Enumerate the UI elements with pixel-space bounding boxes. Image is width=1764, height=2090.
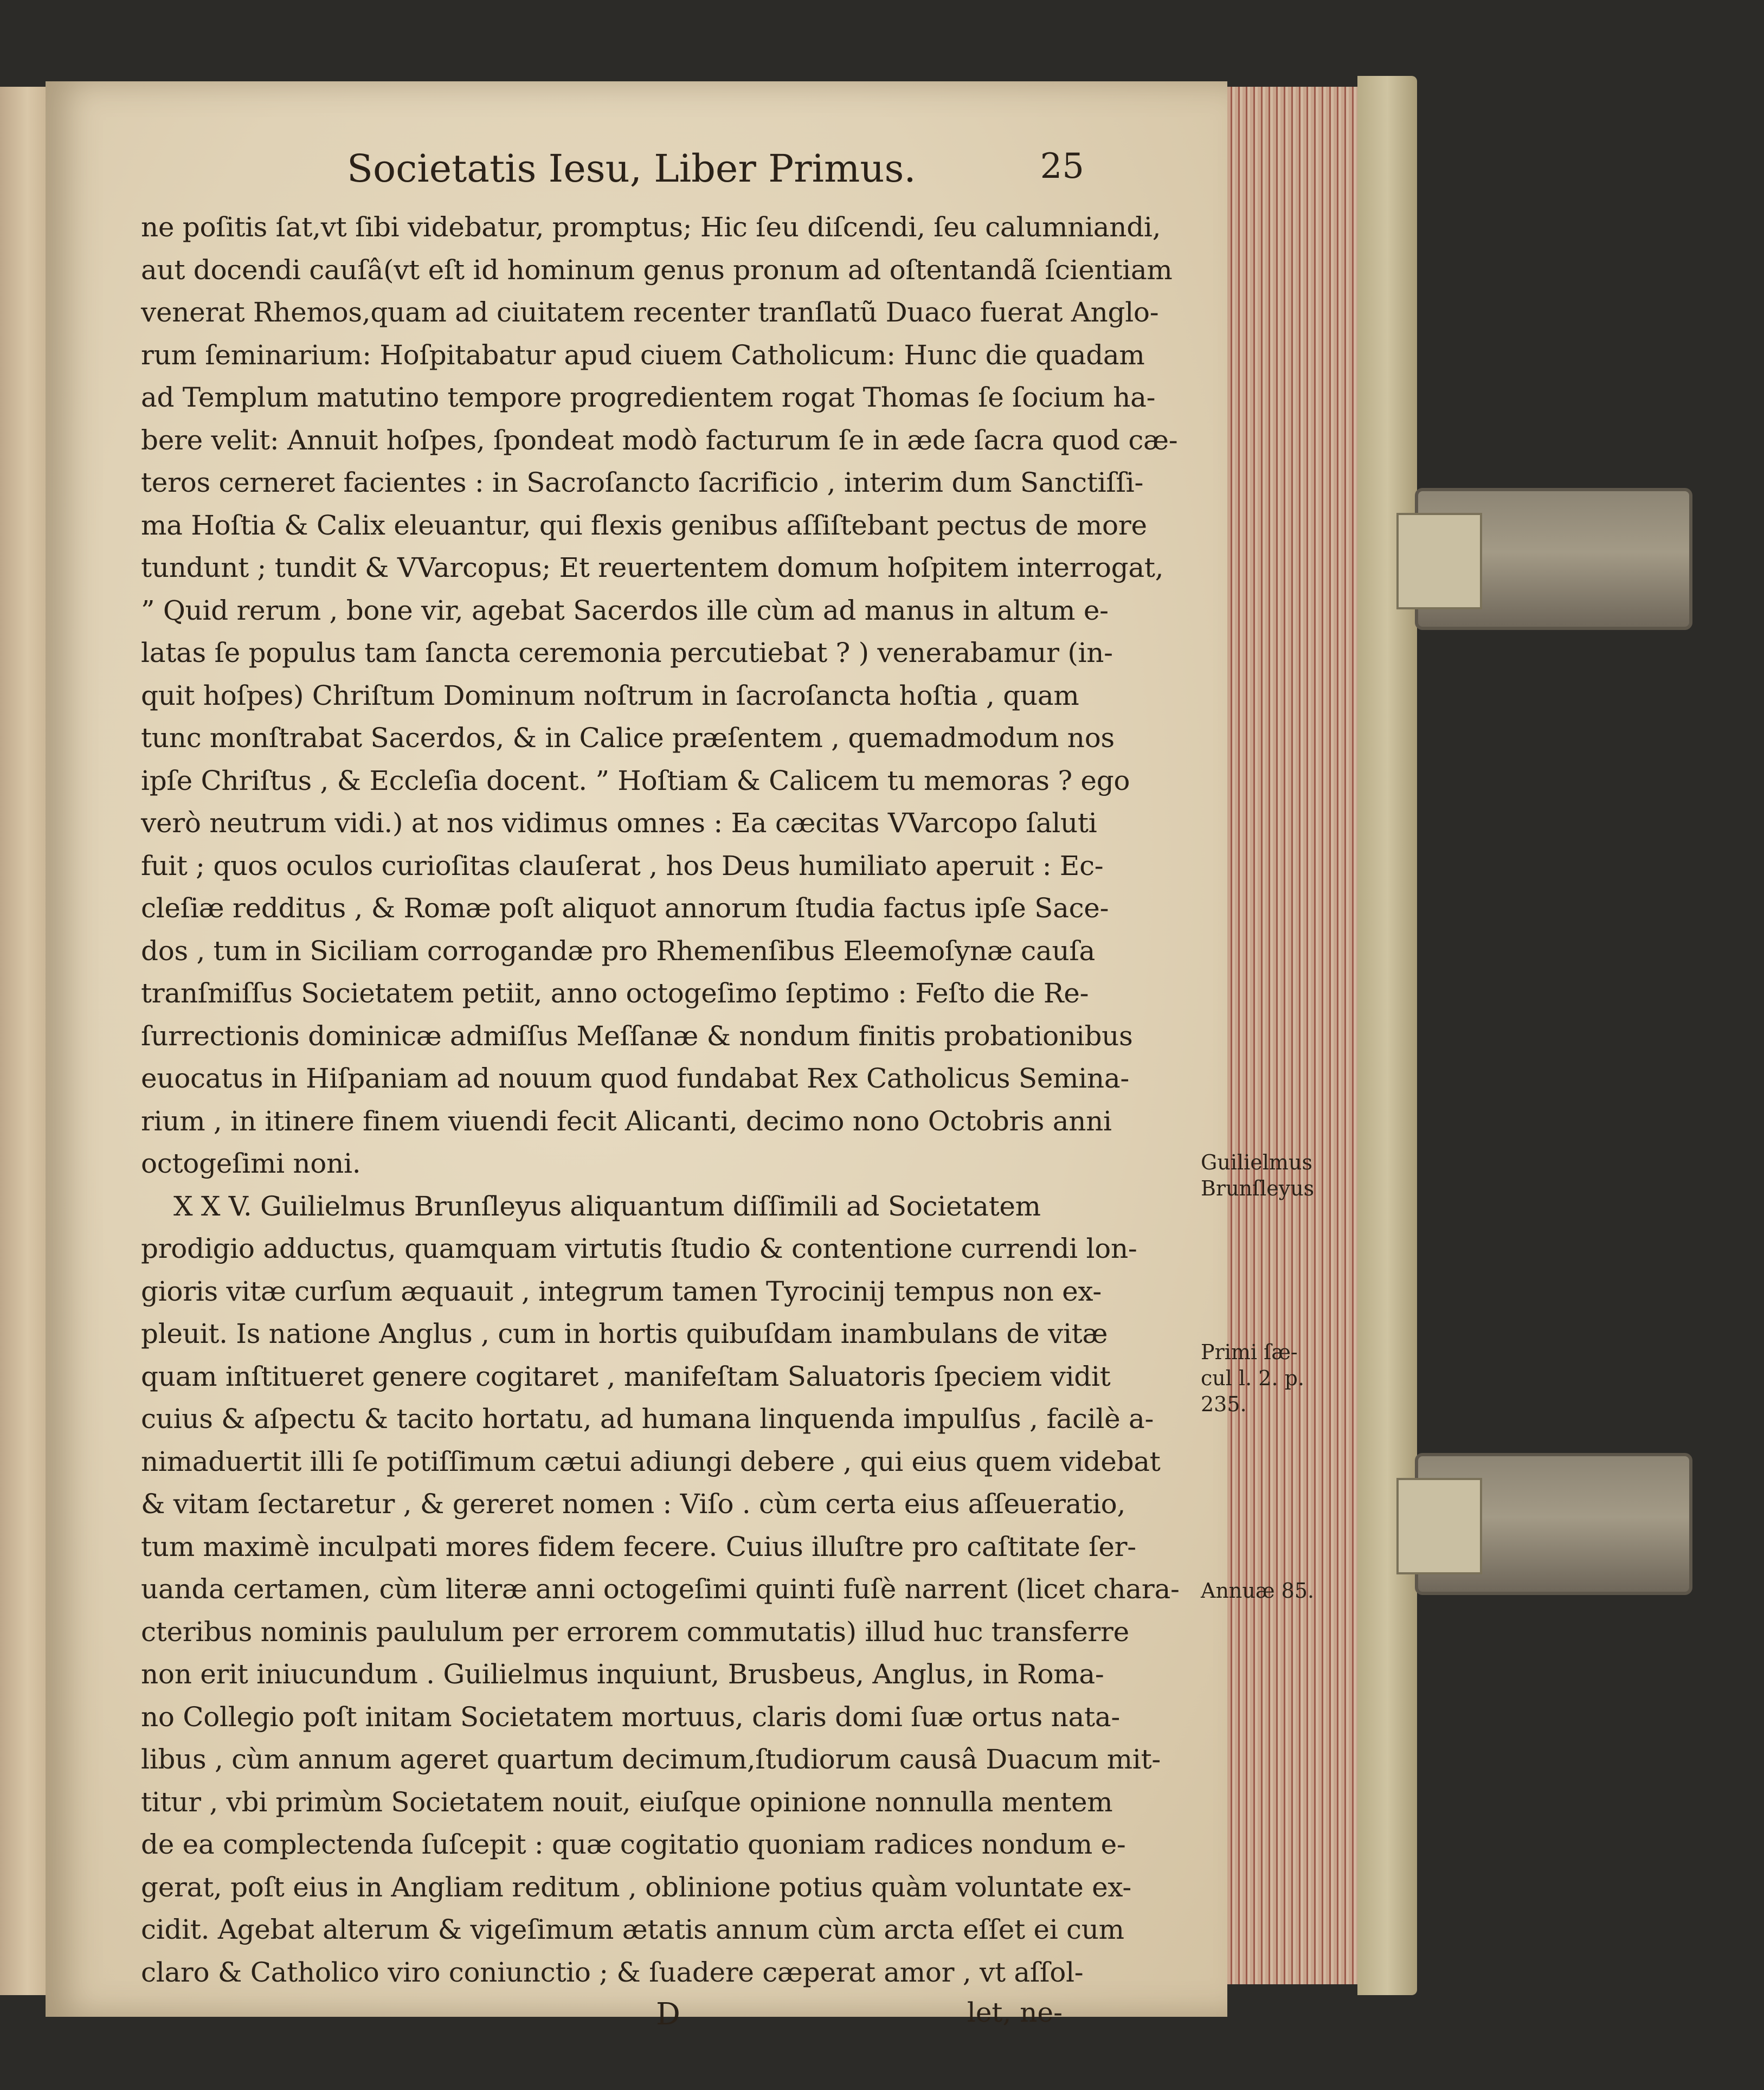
text-line: uanda certamen, cùm literæ anni octogeſimi quinti fuſè narrent (licet chara- [141, 1573, 1180, 1605]
text-line: de ea complectenda ſuſcepit : quæ cogitatio quoniam radices nondum e- [141, 1829, 1126, 1860]
book-clasp-top [1415, 488, 1692, 630]
text-line: bere velit: Annuit hoſpes, ſpondeat modò facturum ſe in æde ſacra quod cæ- [141, 424, 1178, 456]
text-line: ad Templum matutino tempore progredientem rogat Thomas ſe ſocium ha- [141, 382, 1156, 413]
text-line: ſurrectionis dominicæ admiſſus Meſſanæ & nondum finitis probationibus [141, 1020, 1133, 1052]
text-line: rum ſeminarium: Hoſpitabatur apud ciuem Catholicum: Hunc die quadam [141, 339, 1145, 371]
text-line: ” Quid rerum , bone vir, agebat Sacerdos ille cùm ad manus in altum e- [141, 594, 1109, 626]
text-line: tum maximè inculpati mores fidem fecere. Cuius illuſtre pro caſtitate ſer- [141, 1530, 1136, 1562]
text-line: dos , tum in Siciliam corrogandæ pro Rhemenſibus Eleemoſynæ cauſa [141, 935, 1096, 967]
book-clasp-bottom [1415, 1453, 1692, 1595]
text-line: cuius & aſpectu & tacito hortatu, ad humana linquenda impulſus , facilè a- [141, 1403, 1154, 1435]
facing-page-edge [0, 87, 46, 1995]
text-line: ma Hoſtia & Calix eleuantur, qui flexis genibus aſſiſtebant pectus de more [141, 509, 1147, 541]
text-line: quit hoſpes) Chriſtum Dominum noſtrum in ſacroſancta hoſtia , quam [141, 679, 1079, 711]
text-line: teros cerneret facientes : in Sacroſancto ſacrificio , interim dum Sanctiſſi- [141, 467, 1144, 498]
text-line: venerat Rhemos,quam ad ciuitatem recenter tranſlatũ Duaco fuerat Anglo- [141, 297, 1159, 328]
margin-note-line: Primi ſæ- [1201, 1340, 1298, 1364]
signature-mark: D [656, 1997, 680, 2032]
margin-note-name [1201, 1149, 1314, 1201]
clasp-tab [1396, 1478, 1482, 1574]
text-line: ne poſitis ſat,vt ſibi videbatur, promptus; Hic ſeu diſcendi, ſeu calumniandi, [141, 211, 1161, 243]
text-line: pleuit. Is natione Anglus , cum in hortis quibuſdam inambulans de vitæ [141, 1318, 1108, 1349]
text-line: tunc monſtrabat Sacerdos, & in Calice præſentem , quemadmodum nos [141, 722, 1115, 754]
text-line: prodigio adductus, quamquam virtutis ſtudio & contentione currendi lon- [141, 1233, 1137, 1264]
text-line: octogeſimi noni. [141, 1148, 361, 1179]
book-cover-edge [1357, 76, 1417, 1995]
text-line: nimaduertit illi ſe potiſſimum cætui adiungi debere , qui eius quem videbat [141, 1445, 1161, 1477]
text-line: gioris vitæ curſum æquauit , integrum tamen Tyrocinij tempus non ex- [141, 1275, 1102, 1307]
clasp-tab [1396, 513, 1482, 609]
text-line: quam inſtitueret genere cogitaret , manifeſtam Saluatoris ſpeciem vidit [141, 1360, 1111, 1392]
text-line: claro & Catholico viro coniunctio ; & ſuadere cæperat amor , vt aſſol- [141, 1956, 1084, 1988]
text-line: tundunt ; tundit & VVarcopus; Et reuertentem domum hoſpitem interrogat, [141, 552, 1164, 583]
catchword: let, ne- [967, 1997, 1063, 2028]
text-line: cleſiæ redditus , & Romæ poſt aliquot annorum ſtudia factus ipſe Sace- [141, 892, 1109, 924]
text-line: gerat, poſt eius in Angliam reditum , oblinione potius quàm voluntate ex- [141, 1871, 1131, 1903]
text-line-paragraph-start: X X V. Guilielmus Brunſleyus aliquantum diſſimili ad Societatem [173, 1190, 1041, 1222]
margin-note-line: cul l. 2. p. [1201, 1366, 1305, 1390]
text-line: fuit ; quos oculos curioſitas clauſerat , hos Deus humiliato aperuit : Ec- [141, 850, 1104, 882]
text-line: non erit iniucundum . Guilielmus inquiunt, Brusbeus, Anglus, in Roma- [141, 1658, 1104, 1690]
margin-note-reference [1201, 1339, 1304, 1417]
text-line: euocatus in Hiſpaniam ad nouum quod fundabat Rex Catholicus Semina- [141, 1063, 1129, 1094]
page-number: 25 [1040, 146, 1084, 187]
text-line: tranſmiſſus Societatem petiit, anno octogeſimo ſeptimo : Feſto die Re- [141, 978, 1089, 1009]
text-line: verò neutrum vidi.) at nos vidimus omnes : Ea cæcitas VVarcopo ſaluti [141, 807, 1097, 839]
text-line: aut docendi cauſâ(vt eſt id hominum genus pronum ad oſtentandã ſcientiam [141, 254, 1173, 286]
page-header [141, 146, 1084, 206]
margin-note-line: 235. [1201, 1392, 1247, 1416]
margin-note-annuae [1201, 1578, 1314, 1604]
margin-note-line: Brunſleyus [1201, 1176, 1315, 1200]
text-line: titur , vbi primùm Societatem nouit, eiuſque opinione nonnulla mentem [141, 1786, 1113, 1818]
text-line: latas ſe populus tam ſancta ceremonia percutiebat ? ) venerabamur (in- [141, 637, 1113, 668]
page-fore-edge [1227, 87, 1357, 1984]
text-line: & vitam ſectaretur , & gereret nomen : Viſo . cùm certa eius aſſeueratio, [141, 1488, 1126, 1520]
page-text-block [141, 146, 1315, 2040]
margin-note-line: Guilielmus [1201, 1150, 1312, 1174]
text-line: rium , in itinere finem viuendi fecit Alicanti, decimo nono Octobris anni [141, 1105, 1112, 1137]
running-head: Societatis Iesu, Liber Primus. [347, 146, 916, 191]
text-line: libus , cùm annum ageret quartum decimum,ſtudiorum causâ Duacum mit- [141, 1744, 1161, 1775]
page-footer [141, 1997, 1063, 2040]
text-line: no Collegio poſt initam Societatem mortuus, claris domi ſuæ ortus nata- [141, 1701, 1120, 1733]
text-line: cidit. Agebat alterum & vigeſimum ætatis annum cùm arcta eſſet ei cum [141, 1914, 1124, 1945]
text-line: cteribus nominis paululum per errorem commutatis) illud huc transferre [141, 1616, 1129, 1648]
text-line: ipſe Chriſtus , & Eccleſia docent. ” Hoſtiam & Calicem tu memoras ? ego [141, 764, 1130, 796]
margin-note-line: Annuæ 85. [1201, 1579, 1315, 1603]
